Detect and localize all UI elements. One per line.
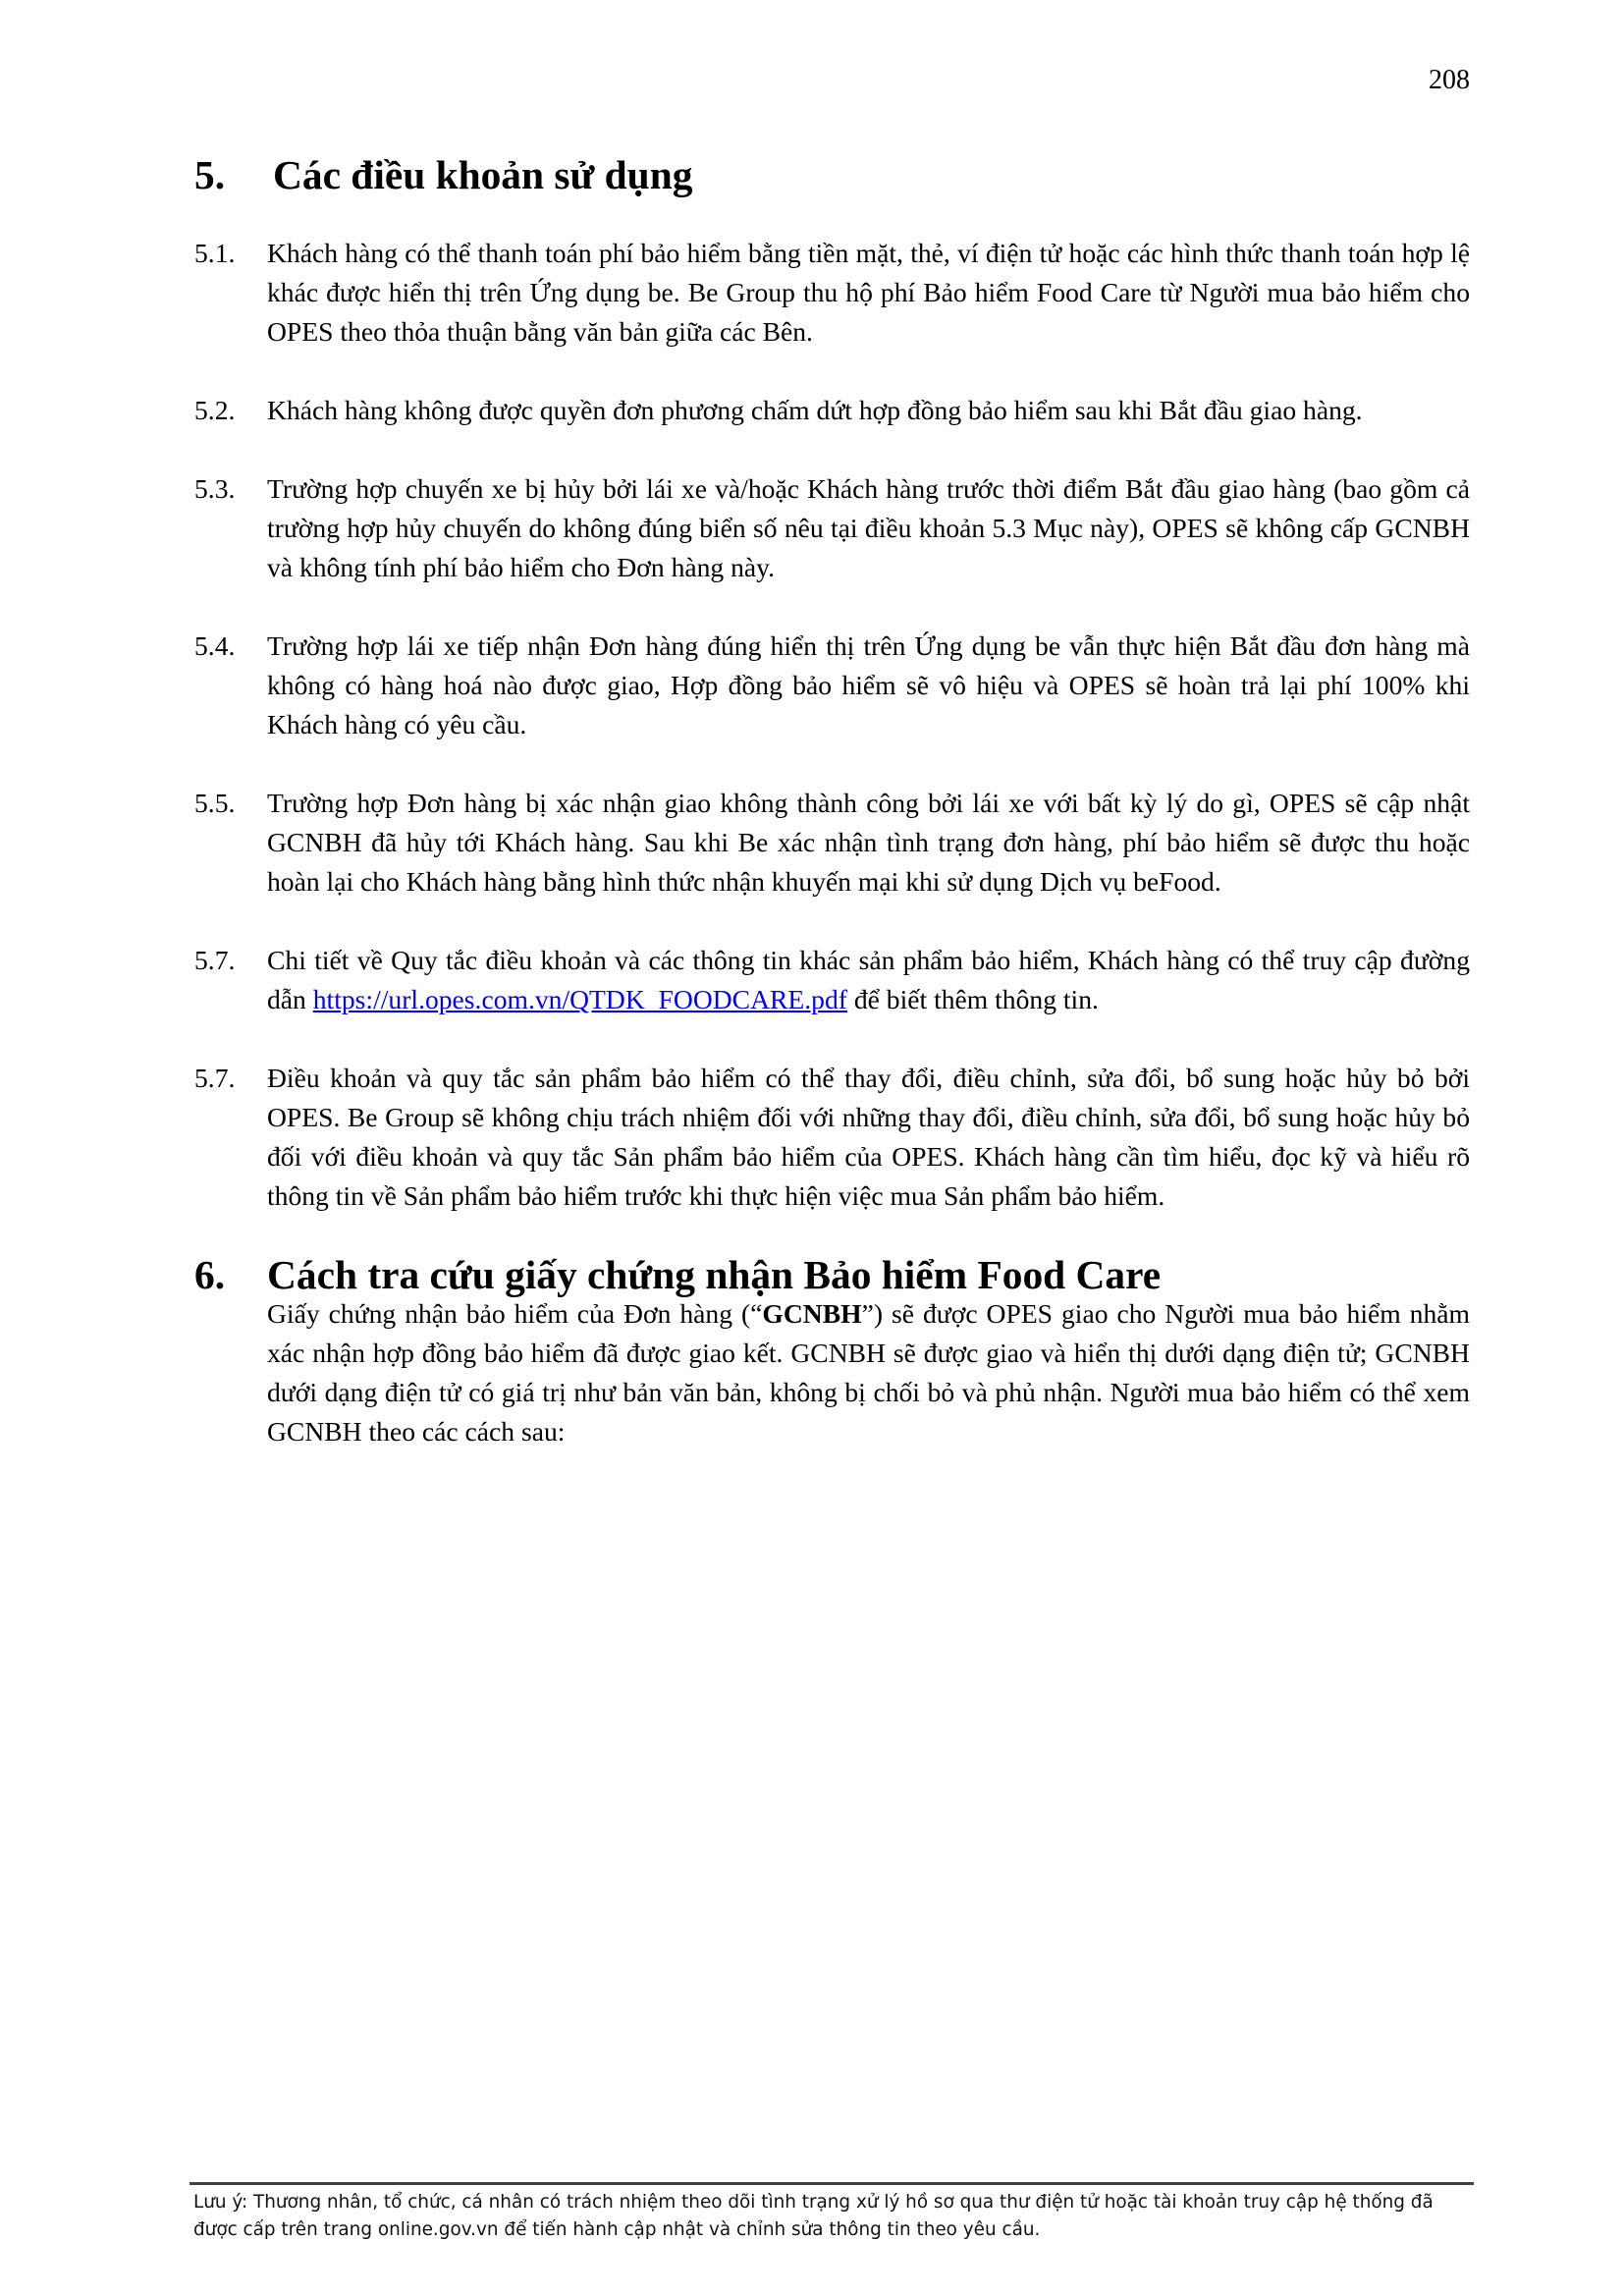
clause-5-7-details-link — [194, 941, 1470, 1019]
gcnbh-term: GCNBH — [762, 1298, 862, 1329]
clause-text: Trường hợp Đơn hàng bị xác nhận giao không thành công bởi lái xe với bất kỳ lý do gì, OPES sẽ cập nhật GCNBH đã hủy tới Khách hàng. Sau khi Be xác nhận tình trạng đơn hàng, phí bảo hiểm sẽ được thu hoặc hoàn lại cho Khách hàng bằng hình thức nhận khuyến mại khi sử dụng Dịch vụ beFood. — [267, 788, 1470, 897]
section-6-body — [267, 1294, 1470, 1451]
clause-5-2 — [194, 391, 1470, 430]
section-5-title: Các điều khoản sử dụng — [273, 152, 693, 197]
clause-number: 5.1. — [194, 238, 236, 268]
page-number: 208 — [1429, 65, 1470, 95]
clause-5-5 — [194, 784, 1470, 902]
clause-text: Trường hợp chuyến xe bị hủy bởi lái xe và/hoặc Khách hàng trước thời điểm Bắt đầu giao hàng (bao gồm cả trường hợp hủy chuyến do không đúng biển số nêu tại điều khoản 5.3 Mục này), OPES sẽ không cấp GCNBH và không tính phí bảo hiểm cho Đơn hàng này. — [267, 473, 1470, 582]
clause-5-4 — [194, 627, 1470, 744]
clause-number: 5.3. — [194, 473, 236, 504]
document-body — [194, 152, 1470, 1451]
clause-text-after-link: để biết thêm thông tin. — [846, 984, 1099, 1014]
section-6-body-after: ”) sẽ được OPES giao cho Người mua bảo hiểm nhằm xác nhận hợp đồng bảo hiểm đã được giao kết. GCNBH sẽ được giao và hiển thị dưới dạng điện tử; GCNBH dưới dạng điện tử có giá trị như bản văn bản, không bị chối bỏ và phủ nhận. Người mua bảo hiểm có thể xem GCNBH theo các cách sau: — [267, 1298, 1470, 1447]
terms-pdf-link[interactable]: https://url.opes.com.vn/QTDK_FOODCARE.pdf — [312, 984, 847, 1014]
section-6-body-before: Giấy chứng nhận bảo hiểm của Đơn hàng (“ — [267, 1298, 763, 1329]
section-5-heading — [194, 152, 1470, 197]
footer-note: Lưu ý: Thương nhân, tổ chức, cá nhân có trách nhiệm theo dõi tình trạng xử lý hồ sơ qua thư điện tử hoặc tài khoản truy cập hệ thống đã được cấp trên trang online.gov.vn để tiến hành cập nhật và chỉnh sửa thông tin theo yêu cầu. — [193, 2192, 1434, 2240]
clause-number: 5.4. — [194, 630, 236, 661]
section-6 — [194, 1252, 1470, 1451]
clause-text — [267, 941, 1470, 1019]
section-6-number: 6. — [194, 1252, 226, 1297]
clause-number: 5.5. — [194, 788, 236, 818]
section-6-title: Cách tra cứu giấy chứng nhận Bảo hiểm Food Care — [267, 1252, 1162, 1297]
section-6-heading — [194, 1252, 1470, 1297]
clause-text: Trường hợp lái xe tiếp nhận Đơn hàng đúng hiển thị trên Ứng dụng be vẫn thực hiện Bắt đầu đơn hàng mà không có hàng hoá nào được giao, Hợp đồng bảo hiểm sẽ vô hiệu và OPES sẽ hoàn trả lại phí 100% khi Khách hàng có yêu cầu. — [267, 630, 1470, 739]
clause-5-3 — [194, 469, 1470, 587]
clause-text-before-link: Chi tiết về Quy tắc điều khoản và các thông tin khác sản phẩm bảo hiểm, Khách hàng có thể truy cập đường dẫn — [267, 945, 1470, 1014]
clause-text: Khách hàng không được quyền đơn phương chấm dứt hợp đồng bảo hiểm sau khi Bắt đầu giao hàng. — [267, 395, 1363, 425]
clause-number: 5.2. — [194, 395, 236, 425]
clause-number: 5.7. — [194, 1063, 236, 1093]
section-5-number: 5. — [194, 152, 226, 197]
clause-number: 5.7. — [194, 945, 236, 975]
clause-text: Điều khoản và quy tắc sản phẩm bảo hiểm có thể thay đổi, điều chỉnh, sửa đổi, bổ sung hoặc hủy bỏ bởi OPES. Be Group sẽ không chịu trách nhiệm đối với những thay đổi, điều chỉnh, sửa đổi, bổ sung hoặc hủy bỏ đối với điều khoản và quy tắc Sản phẩm bảo hiểm của OPES. Khách hàng cần tìm hiểu, đọc kỹ và hiểu rõ thông tin về Sản phẩm bảo hiểm trước khi thực hiện việc mua Sản phẩm bảo hiểm. — [267, 1063, 1470, 1211]
clause-text: Khách hàng có thể thanh toán phí bảo hiểm bằng tiền mặt, thẻ, ví điện tử hoặc các hình thức thanh toán hợp lệ khác được hiển thị trên Ứng dụng be. Be Group thu hộ phí Bảo hiểm Food Care từ Người mua bảo hiểm cho OPES theo thỏa thuận bằng văn bản giữa các Bên. — [267, 238, 1470, 347]
clause-5-1 — [194, 234, 1470, 352]
footer-divider — [189, 2182, 1474, 2185]
clause-5-7-changes — [194, 1059, 1470, 1216]
